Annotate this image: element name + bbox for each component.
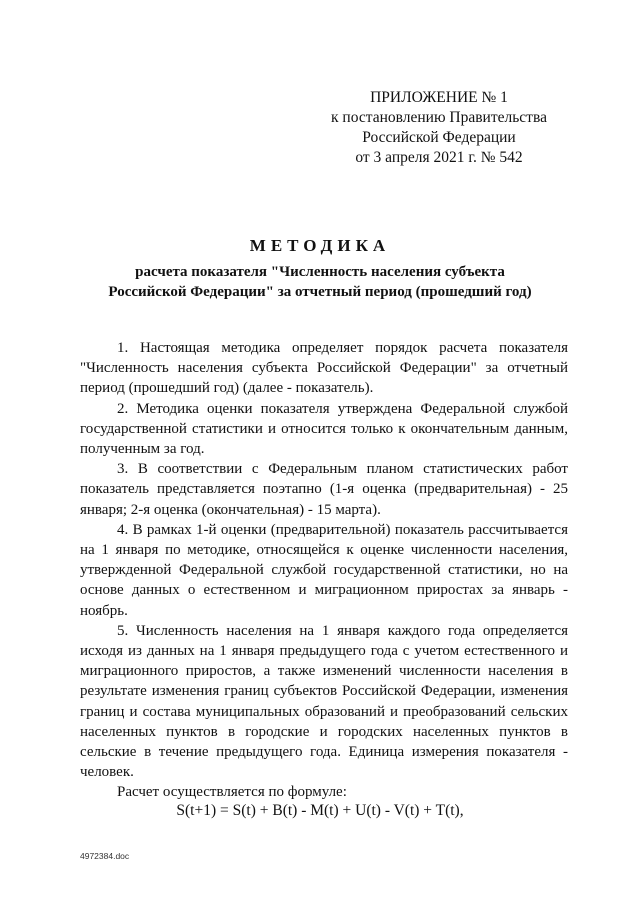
paragraph-1: 1. Настоящая методика определяет порядок расчета показателя "Численность населения субъекта Российской Федерации" за отчетный период (прошедший год) (далее - показатель). <box>80 340 568 397</box>
formula-intro: Расчет осуществляется по формуле: <box>117 784 347 801</box>
paragraph-3: 3. В соответствии с Федеральным планом статистических работ показатель представляется поэтапно (1-я оценка (предварительная) - 25 января; 2-я оценка (окончательная) - 15 марта). <box>80 461 568 518</box>
subtitle-line-2: Российской Федерации" за отчетный период (прошедший год) <box>108 284 532 300</box>
appendix-date-line: от 3 апреля 2021 г. № 542 <box>355 149 523 166</box>
formula: S(t+1) = S(t) + B(t) - M(t) + U(t) - V(t) + T(t), <box>176 802 464 819</box>
appendix-decree-line: к постановлению Правительства <box>331 109 547 126</box>
appendix-header <box>300 88 578 168</box>
appendix-government-line: Российской Федерации <box>362 129 516 146</box>
appendix-number: ПРИЛОЖЕНИЕ № 1 <box>370 89 508 106</box>
subtitle-line-1: расчета показателя "Численность населения субъекта <box>135 264 505 280</box>
paragraph-5: 5. Численность населения на 1 января каждого года определяется исходя из данных на 1 января предыдущего года с учетом естественного и миграционного приростов, а также изменений численности населения в результате изменения границ субъектов Российской Федерации, изменения границ и состава муниципальных образований и преобразований сельских населенных пунктов в городские и городских населенных пунктов в сельские в течение предыдущего года. Единица измерения показателя - человек. <box>80 622 568 781</box>
paragraph-4: 4. В рамках 1-й оценки (предварительной) показатель рассчитывается на 1 января по методике, относящейся к оценке численности населения, утвержденной Федеральной службой государственной статистики, но на основе данных о естественном и миграционном приростах за январь - ноябрь. <box>80 521 568 619</box>
document-title: МЕТОДИКА <box>249 236 391 255</box>
document-subtitle <box>60 262 580 302</box>
file-name-footer: 4972384.doc <box>80 851 130 861</box>
document-body <box>80 338 568 803</box>
paragraph-2: 2. Методика оценки показателя утверждена Федеральной службой государственной статистики и относится только к окончательным данным, полученным за год. <box>80 400 568 458</box>
